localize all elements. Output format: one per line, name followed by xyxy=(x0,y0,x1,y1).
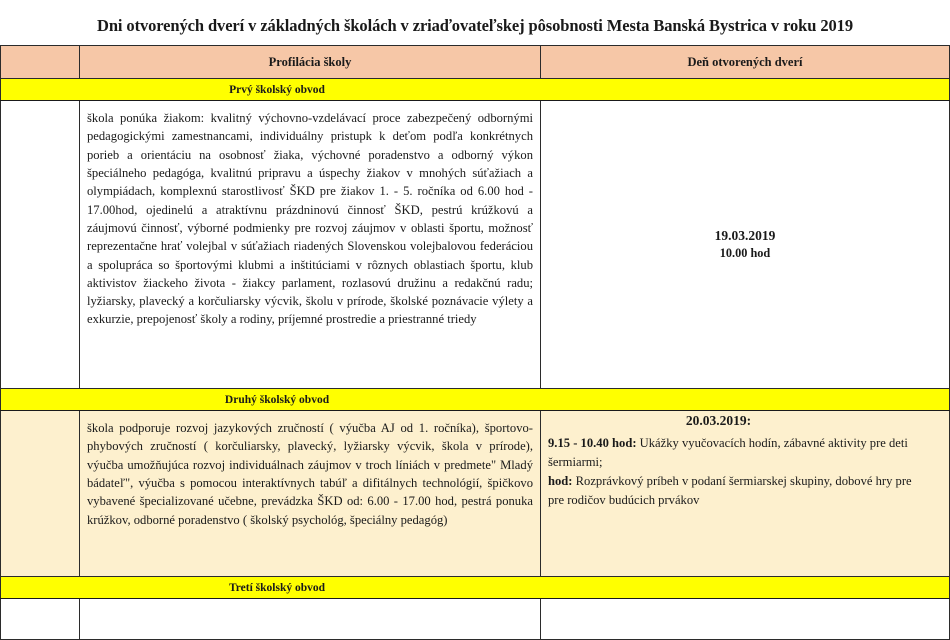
open-day-date-2: 20.03.2019: xyxy=(685,413,752,428)
open-day-time-1: 10.00 hod xyxy=(719,246,771,261)
school-line-1-0 xyxy=(1,220,76,237)
open-day-detail-rest: pre rodičov budúcich prvákov xyxy=(548,492,700,507)
schools-open-days-table xyxy=(0,45,950,640)
school-line-2-0 xyxy=(1,469,76,486)
cell-school-3 xyxy=(1,599,80,640)
open-day-detail-rest: šermiarmi; xyxy=(548,454,603,469)
cell-profile-1 xyxy=(80,101,541,389)
open-day-detail-line xyxy=(548,491,949,510)
open-day-detail-line xyxy=(548,453,949,472)
open-day-detail-rest: Rozprávkový príbeh v podaní šermiarskej skupiny, dobové hry pre xyxy=(572,473,912,488)
column-header-profile xyxy=(80,46,541,79)
open-day-detail-bold: hod: xyxy=(548,473,573,488)
cell-day-3 xyxy=(541,599,950,640)
school-line-2-2 xyxy=(1,502,76,519)
cell-school-2 xyxy=(1,411,80,577)
school-line-1-2 xyxy=(1,253,76,270)
district-band-label-3: Tretí školský obvod xyxy=(228,581,326,594)
open-day-detail-bold: 9.15 - 10.40 hod: xyxy=(548,435,637,450)
open-day-info-2 xyxy=(541,411,949,510)
cell-day-1 xyxy=(541,101,950,389)
column-header-school xyxy=(1,46,80,79)
open-day-info-1 xyxy=(715,226,776,263)
district-band-row-3 xyxy=(1,577,950,599)
column-header-profile-label: Profilácia školy xyxy=(268,54,352,69)
column-header-school-label xyxy=(1,55,79,70)
district-band-row-1 xyxy=(1,79,950,101)
table-row xyxy=(1,599,950,640)
page-title: Dni otvorených dverí v základných školách v zriaďovateľskej pôsobnosti Mesta Banská Bystrica v roku 2019 xyxy=(97,16,853,35)
table-row xyxy=(1,101,950,389)
district-band-label-1: Prvý školský obvod xyxy=(229,83,325,96)
school-name-2 xyxy=(1,411,79,576)
school-profile-text-2: škola podporuje rozvoj jazykových zručností ( výučba AJ od 1. ročníka), športovo-phybových zručností ( korčuliarsky, plavecký, lyžiarsky výcvik, škola v prírode), výučba umožňujúca rozvoj individuálnach záujmov v troch líniách v predmete" Mladý bádateľ", výučba s pomocou interaktívnych tabúľ a difitálnych technológií, špičkovo vybavené špecializované učebne, prevádzka ŠKD od: 6.00 - 17.00 hod, pestrá ponuka krúžkov, odborné poradenstvo ( školský psychológ, špeciálny pedagóg) xyxy=(87,421,533,527)
cell-school-1 xyxy=(1,101,80,389)
school-line-2-1 xyxy=(1,485,76,502)
cell-day-2 xyxy=(541,411,950,577)
district-band-cell-1 xyxy=(1,79,950,101)
district-band-cell-2 xyxy=(1,389,950,411)
cell-profile-2 xyxy=(80,411,541,577)
open-day-detail-rest: Ukážky vyučovacích hodín, zábavné aktivity pre deti xyxy=(636,435,908,450)
school-profile-text-1: škola ponúka žiakom: kvalitný výchovno-vzdelávací proce zabezpečený odbornými pedagogickými zamestnancami, individuálny pristupk k deťom podľa konkrétnych porieb a orientáciu na osobnosť žiaka, výchovné poradenstvo a odborný výkon špeciálneho pedagóga, kvalitnú pripravu a úspechy žiakov v mnohých súťažiach a olympiádach, komplexnú starostlivosť ŠKD pre žiakov 1. - 5. ročníka od 6.00 hod - 17.00hod, ojedinelú a atraktívnu prázdninovú činnosť ŠKD, pestrú krúžkovú a záujmovú činnosť, výborné podmienky pre rozvoj záujmov v oblasti športu, možnosť reprezentačne hrať volejbal v súťažiach riadených Slovenskou volejbalovou federáciou a spolupráca so športovými klubmi a inštitúciami v rôznych oblastiach športu, klub aktivistov žiackeho života - žiakcy parlament, rozlasovú družinu a redakčnú radu; lyžiarsky, plavecký a korčuliarsky výcvik, školu v prírode, školské poznávacie výlety a exkurzie, prepojenosť školy a rodiny, príjemné prostredie a priestranné triedy xyxy=(87,111,533,327)
district-band-cell-3 xyxy=(1,577,950,599)
cell-profile-3 xyxy=(80,599,541,640)
column-header-day-label: Deň otvorených dverí xyxy=(687,54,803,69)
district-band-row-2 xyxy=(1,389,950,411)
school-line-1-1 xyxy=(1,236,76,253)
district-band-label-2: Druhý školský obvod xyxy=(224,393,330,406)
school-name-1 xyxy=(1,101,79,388)
open-day-detail-line xyxy=(548,434,949,453)
open-day-detail-line xyxy=(548,472,949,491)
column-header-day xyxy=(541,46,950,79)
open-day-date-1: 19.03.2019 xyxy=(714,227,776,243)
table-header-row xyxy=(1,46,950,79)
table-row xyxy=(1,411,950,577)
